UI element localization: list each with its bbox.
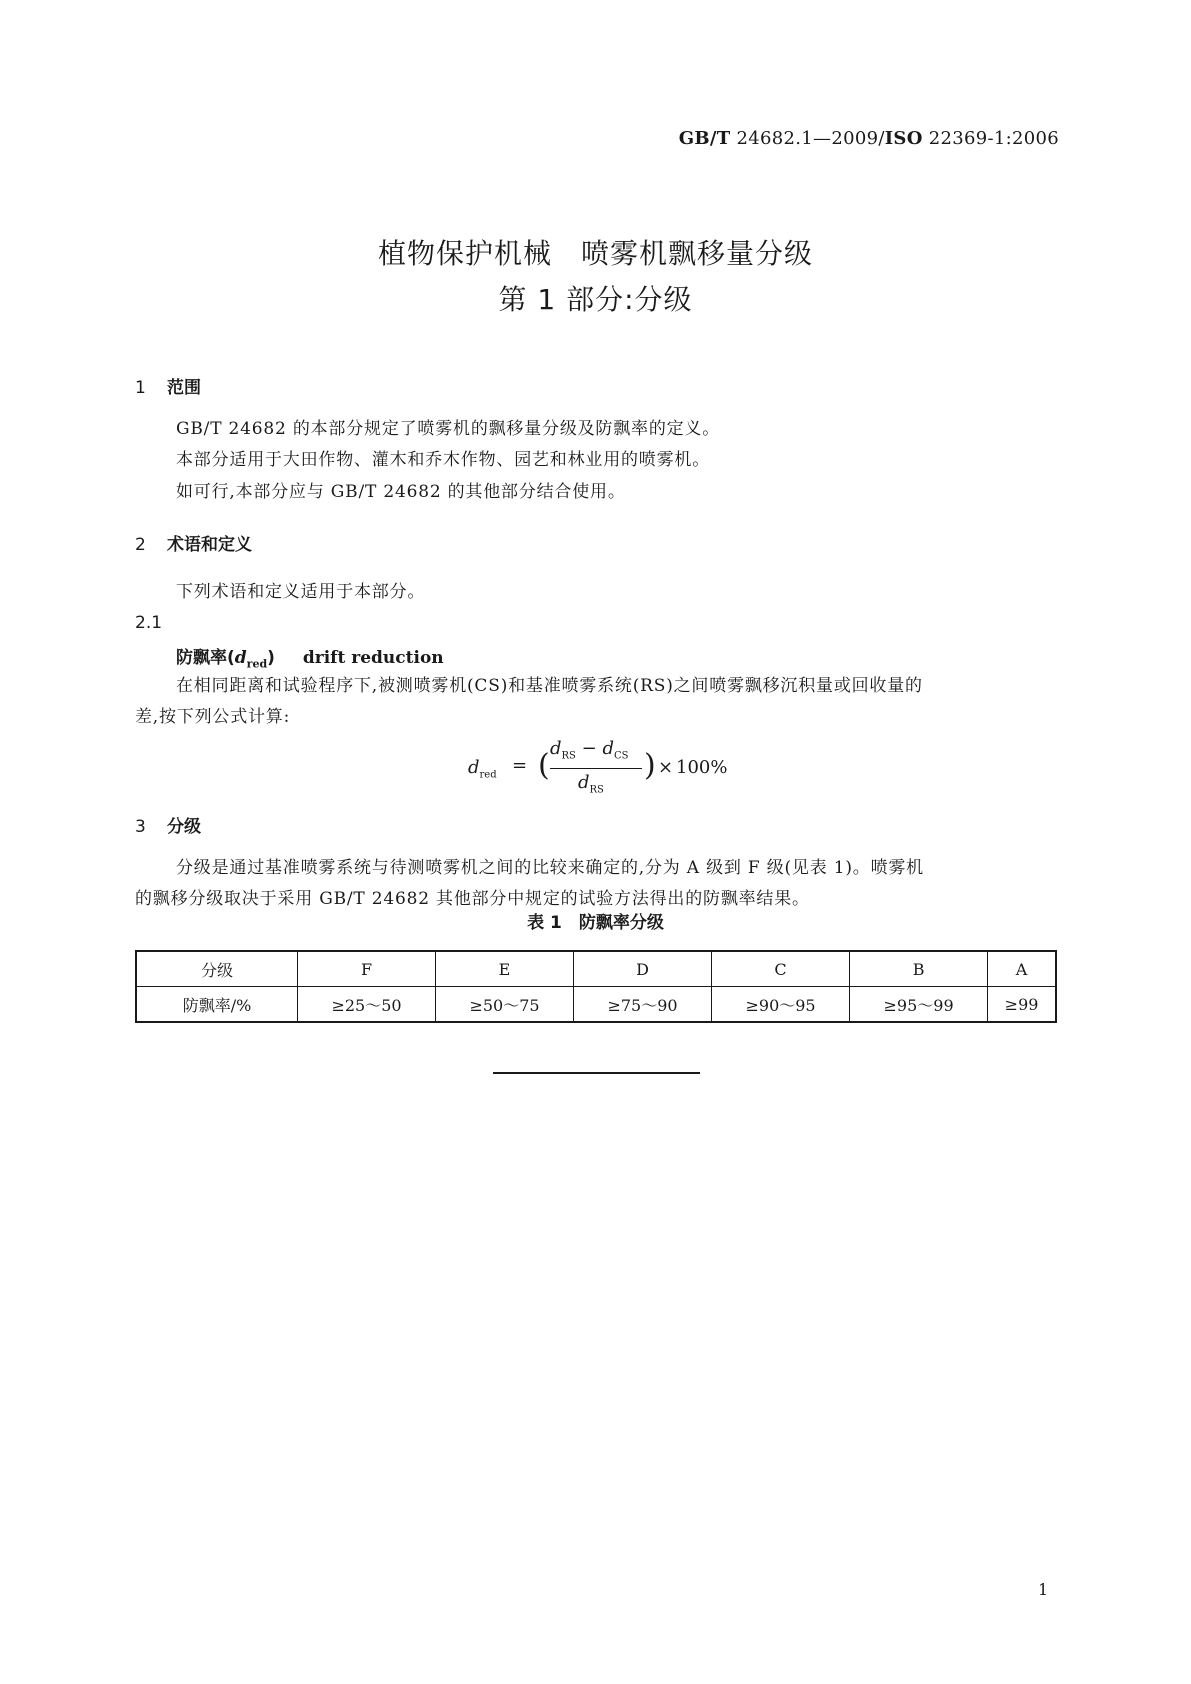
term-close: ) — [267, 648, 275, 668]
value-cell: ≥99 — [988, 987, 1056, 1023]
std-gbt-number: 24682.1—2009/ — [730, 128, 885, 149]
section-1-paragraph-1: GB/T 24682 的本部分规定了喷雾机的飘移量分级及防飘率的定义。 — [176, 419, 721, 439]
section-1-paragraph-3: 如可行,本部分应与 GB/T 24682 的其他部分结合使用。 — [176, 482, 626, 502]
grade-cell: E — [436, 951, 574, 987]
definition-line-2: 差,按下列公式计算: — [135, 707, 291, 727]
section-1-heading — [135, 373, 201, 398]
section-3-title: 分级 — [167, 817, 201, 837]
term-symbol-subscript: red — [246, 657, 268, 671]
definition-line-1: 在相同距离和试验程序下,被测喷雾机(CS)和基准喷雾系统(RS)之间喷雾飘移沉积量或回收量的 — [176, 676, 923, 696]
formula-close-paren: ) — [644, 748, 656, 783]
value-cell: ≥25～50 — [298, 987, 436, 1023]
section-2-title: 术语和定义 — [167, 535, 252, 555]
section-3-line-1: 分级是通过基准喷雾系统与待测喷雾机之间的比较来确定的,分为 A 级到 F 级(见表 1)。喷雾机 — [176, 858, 924, 878]
grade-cell: A — [988, 951, 1056, 987]
formula-factor: 100% — [676, 757, 728, 778]
section-1-title: 范围 — [167, 378, 201, 398]
section-3-line-2: 的飘移分级取决于采用 GB/T 24682 其他部分中规定的试验方法得出的防飘率结果。 — [135, 889, 810, 909]
grade-cell: D — [574, 951, 712, 987]
table-row-label: 防飘率/% — [136, 987, 298, 1023]
formula-equals: = — [512, 755, 528, 776]
end-of-document-rule — [493, 1072, 700, 1074]
drift-reduction-table — [135, 950, 1057, 1023]
section-2-number: 2 — [135, 535, 146, 555]
drift-reduction-formula — [468, 738, 728, 798]
value-cell: ≥75～90 — [574, 987, 712, 1023]
std-iso-label: ISO — [884, 128, 923, 149]
table-row — [136, 987, 1056, 1023]
section-1-number: 1 — [135, 378, 146, 398]
std-iso-number: 22369-1:2006 — [922, 128, 1059, 149]
grade-cell: F — [298, 951, 436, 987]
value-cell: ≥50～75 — [436, 987, 574, 1023]
table-caption: 表 1 防飘率分级 — [527, 913, 664, 933]
table-header-label: 分级 — [136, 951, 298, 987]
page-number: 1 — [1038, 1580, 1049, 1599]
document-title-line1: 植物保护机械 喷雾机飘移量分级 — [377, 237, 813, 270]
std-gbt-label: GB/T — [678, 128, 731, 149]
term-english: drift reduction — [302, 648, 444, 668]
grade-cell: B — [850, 951, 988, 987]
grade-cell: C — [712, 951, 850, 987]
value-cell: ≥95～99 — [850, 987, 988, 1023]
formula-times: × — [658, 757, 674, 778]
formula-lhs: $d_{red}$ — [468, 757, 497, 781]
formula-fraction-bar — [550, 768, 642, 769]
formula-denominator: $d_{RS}$ — [578, 772, 604, 796]
subsection-2-1-number: 2.1 — [135, 613, 163, 633]
section-2-heading — [135, 530, 252, 555]
section-1-paragraph-2: 本部分适用于大田作物、灌木和乔木作物、园艺和林业用的喷雾机。 — [176, 450, 710, 470]
term-symbol: d — [234, 648, 247, 668]
section-3-number: 3 — [135, 817, 146, 837]
standard-number — [679, 128, 1059, 149]
table-header-row — [136, 951, 1056, 987]
document-title-line2: 第 1 部分:分级 — [498, 283, 693, 316]
value-cell: ≥90～95 — [712, 987, 850, 1023]
term-entry — [176, 643, 444, 670]
formula-open-paren: ( — [538, 748, 550, 783]
formula-numerator: $d_{RS} - d_{CS}$ — [550, 738, 629, 762]
section-3-heading — [135, 812, 201, 837]
section-2-intro: 下列术语和定义适用于本部分。 — [176, 582, 426, 602]
term-chinese: 防飘率( — [176, 648, 235, 668]
